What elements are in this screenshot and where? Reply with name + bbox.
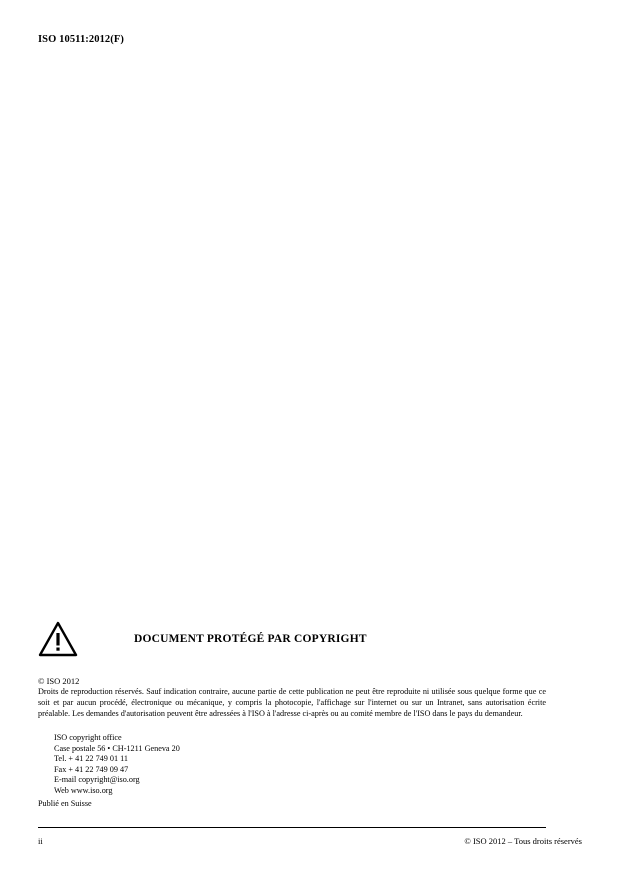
copyright-warning-title: DOCUMENT PROTÉGÉ PAR COPYRIGHT (134, 633, 367, 645)
footer-page-number: ii (38, 836, 43, 846)
address-line: Case postale 56 • CH-1211 Geneva 20 (54, 743, 180, 753)
address-line: Fax + 41 22 749 09 47 (54, 764, 129, 774)
page-header-reference: ISO 10511:2012(F) (38, 34, 124, 45)
copyright-notice-block (38, 616, 546, 662)
legal-notice-text: Droits de reproduction réservés. Sauf indication contraire, aucune partie de cette publication ne peut être reproduite ni utilisée sous quelque forme que ce soit et par aucun procédé, électronique ou mécanique, y compris la photocopie, l'affichage sur l'internet ou sur un Intranet, sans autorisation écrite préalable. Les demandes d'autorisation peuvent être adressées à l'ISO à l'adresse ci-après ou au comité membre de l'ISO dans le pays du demandeur. (38, 687, 546, 719)
warning-triangle-icon (38, 620, 78, 658)
iso-copyright-office-address (54, 733, 180, 797)
copyright-warning-row (38, 616, 546, 662)
footer-divider (38, 827, 546, 828)
copyright-year: © ISO 2012 (38, 676, 80, 686)
footer-rights-statement: © ISO 2012 – Tous droits réservés (464, 836, 582, 846)
address-line-web: Web www.iso.org (54, 785, 113, 795)
address-line: ISO copyright office (54, 733, 122, 742)
address-line-email: E-mail copyright@iso.org (54, 775, 140, 785)
published-in-text: Publié en Suisse (38, 799, 92, 808)
address-line: Tel. + 41 22 749 01 11 (54, 754, 129, 764)
